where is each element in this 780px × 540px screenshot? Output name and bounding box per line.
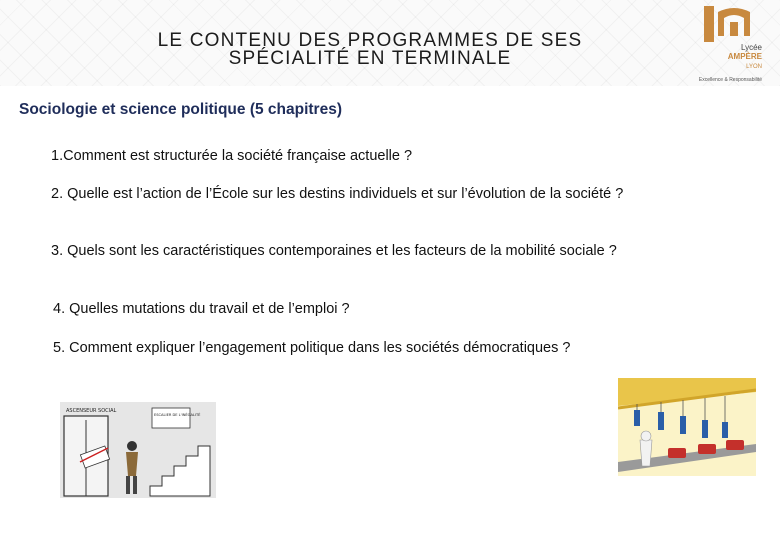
assembly-line-illustration	[618, 378, 756, 476]
page-title-line1: LE CONTENU DES PROGRAMMES DE SES	[157, 30, 583, 51]
social-elevator-cartoon	[60, 402, 216, 498]
chapter-item-4: 4. Quelles mutations du travail et de l’emploi ?	[53, 301, 350, 317]
chapter-item-3: 3. Quels sont les caractéristiques contemporaines et les facteurs de la mobilité sociale ?	[51, 243, 617, 259]
logo-text-lycee: Lycée	[740, 43, 762, 52]
chapter-item-2: 2. Quelle est l’action de l’École sur les destins individuels et sur l’évolution de la société ?	[51, 186, 624, 202]
elevator-sign-text: ASCENSEUR SOCIAL	[66, 408, 117, 414]
chapter-item-5: 5. Comment expliquer l’engagement politique dans les sociétés démocratiques ?	[53, 340, 571, 356]
section-heading: Sociologie et science politique (5 chapitres)	[19, 101, 342, 118]
logo-text-ampere: AMPÈRE	[727, 52, 762, 61]
logo-emblem-icon	[704, 6, 750, 42]
chapter-item-1: 1.Comment est structurée la société française actuelle ?	[51, 148, 413, 164]
logo-tagline: Excellence & Responsabilité	[698, 77, 762, 83]
stairs-sign-text: ESCALIER DE L'INÉGALITÉ	[154, 413, 201, 417]
logo-text-lyon: LYON	[746, 64, 762, 70]
page-title-line2: SPÉCIALITÉ EN TERMINALE	[228, 48, 512, 69]
